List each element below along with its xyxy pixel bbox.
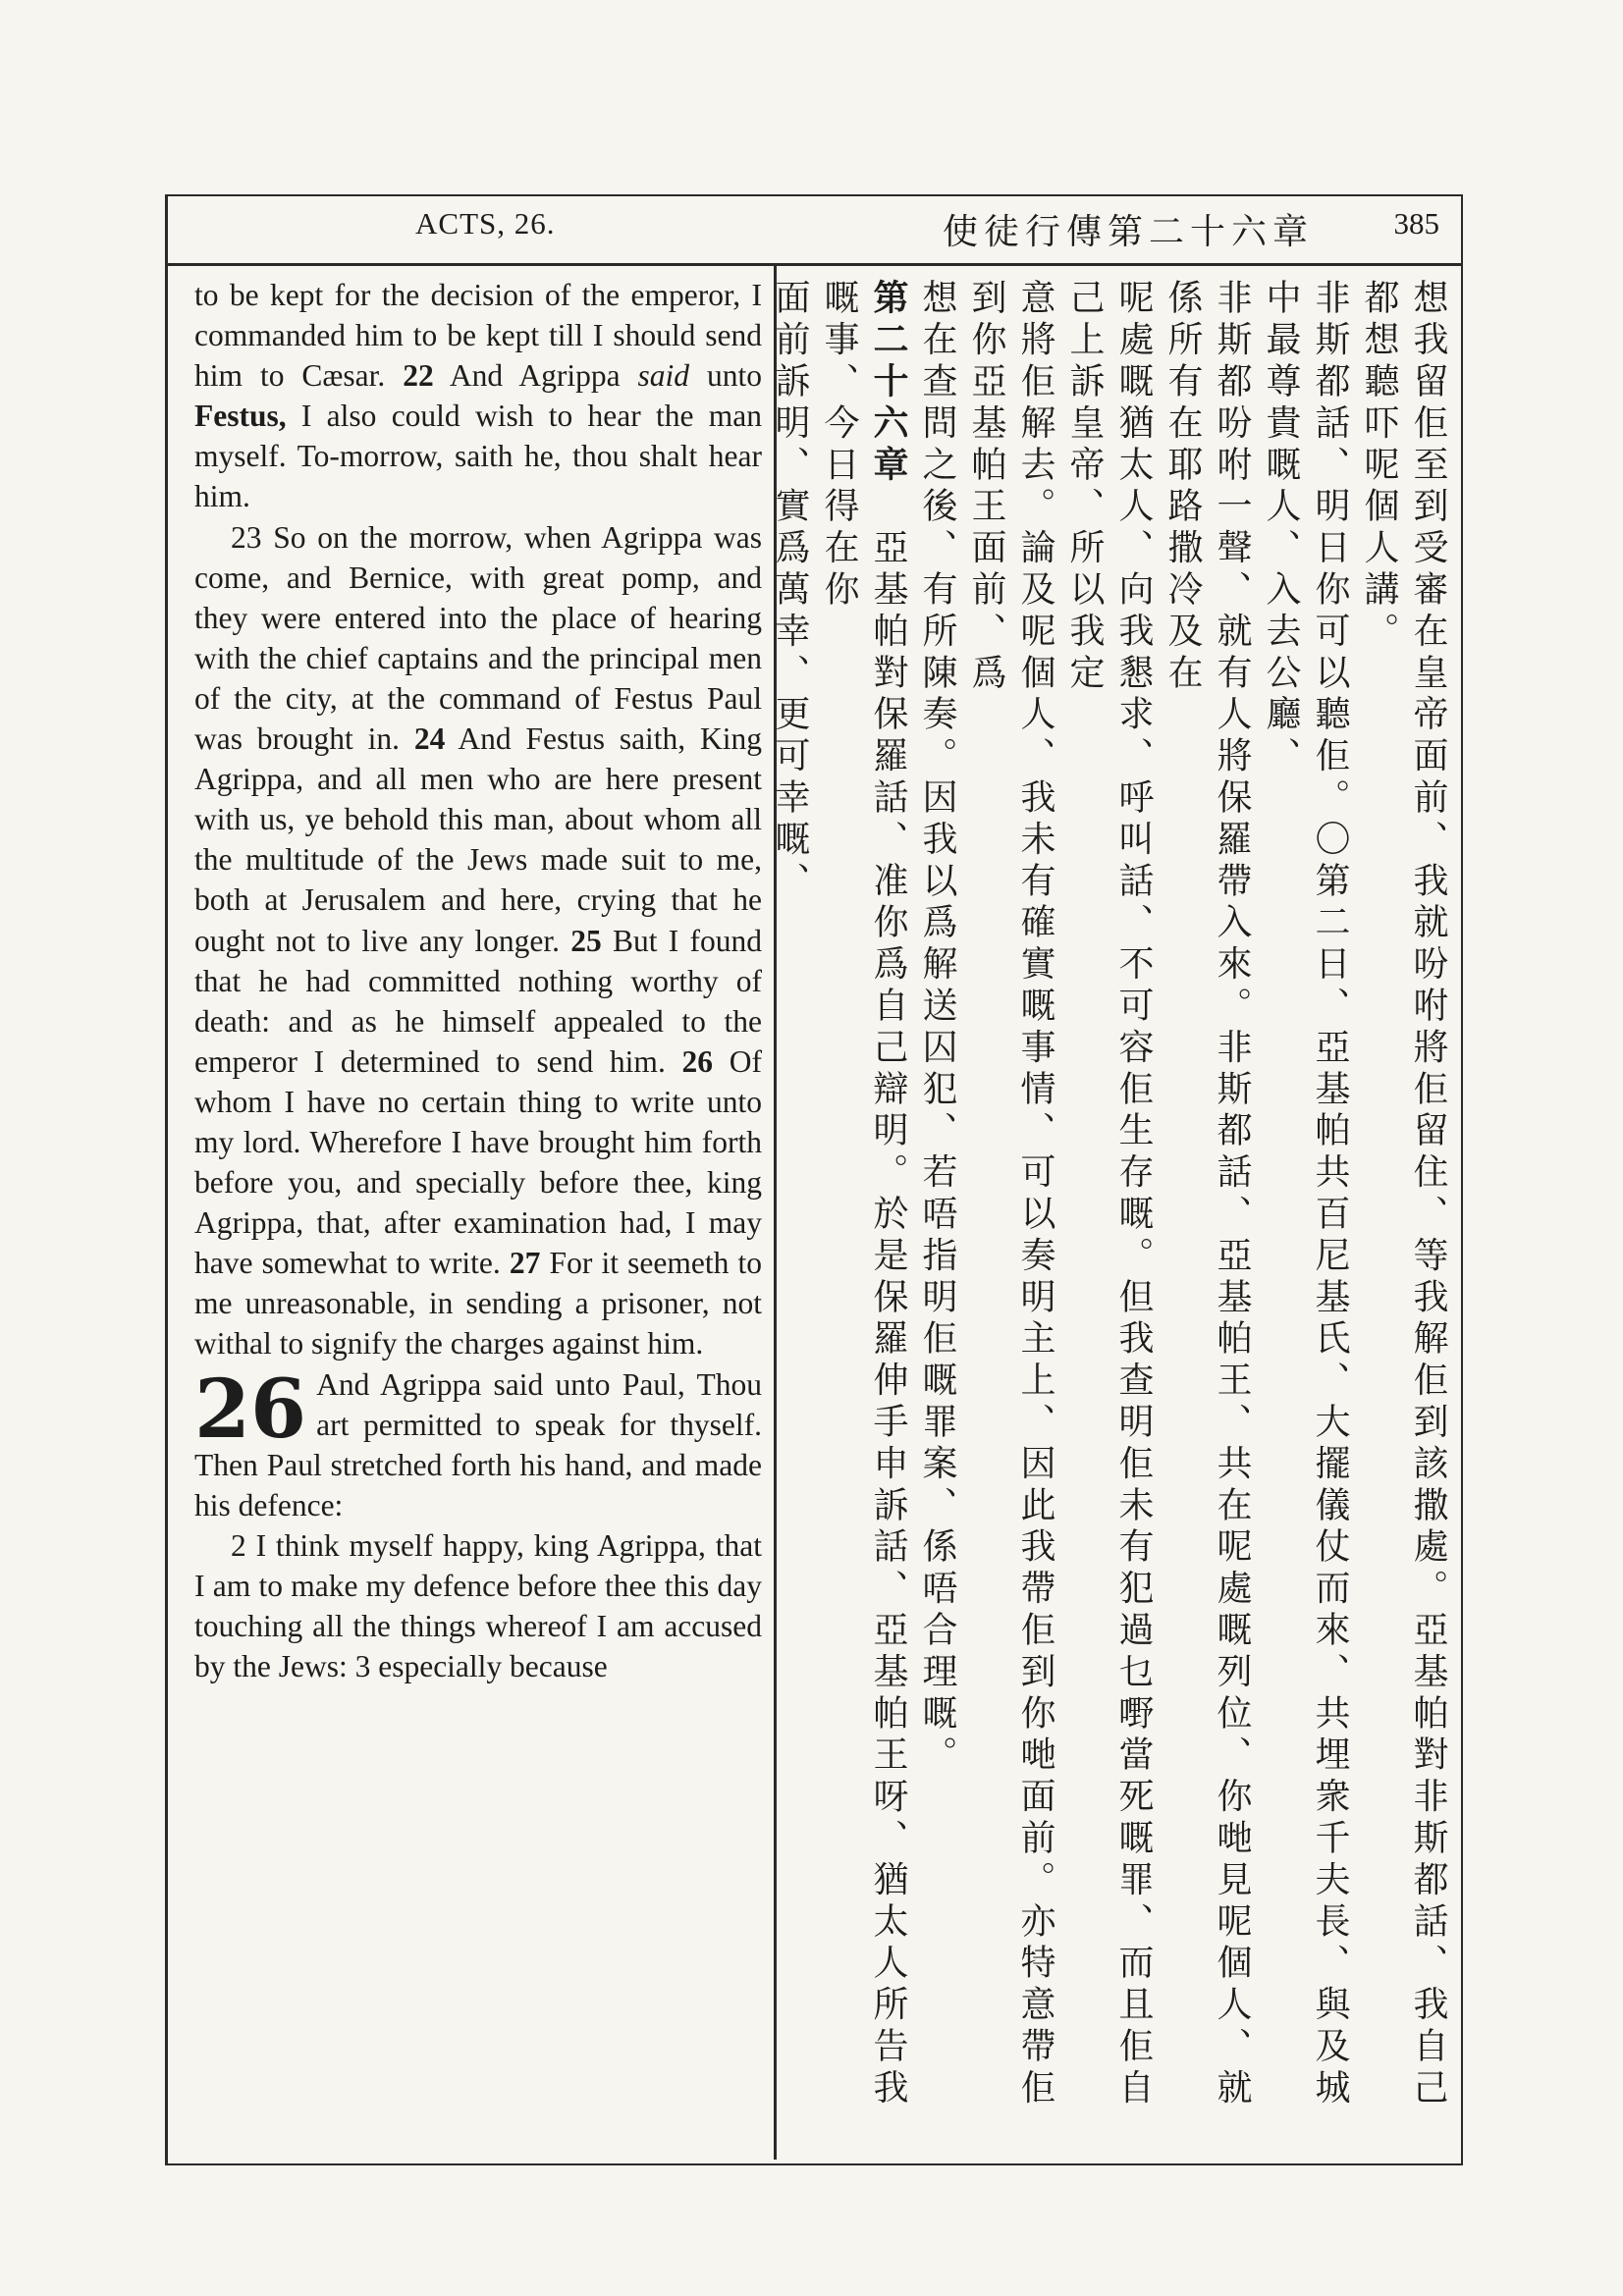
english-paragraph: 26 And Agrippa said unto Paul, Thou art permitted to speak for thyself. Then Paul stretched forth his hand, and made his defence:: [194, 1362, 762, 1522]
chinese-line: 想在查問之後、有所陳奏。因我以爲解送囚犯、若唔指明佢嘅罪案、係唔合理嘅。: [917, 279, 957, 1778]
chinese-line: 想我留佢至到受審在皇帝面前、我就吩咐將佢留住、等我解佢到該撒處。亞基帕對非斯都話、我自己都想聽吓呢個人講。: [1359, 279, 1448, 2110]
english-paragraph: 2 I think myself happy, king Agrippa, that I am to make my defence before thee this day touching all the things whereof I am accused by the Jews: 3 especially because: [194, 1527, 762, 1684]
chinese-line-chapter: 第二十六章 亞基帕對保羅話、准你爲自己辯明。於是保羅伸手申訴話、亞基帕王呀、猶太人所告我嘅事、今日得在你: [819, 279, 908, 2110]
chinese-line: 呢處嘅猶太人、向我懇求、呼叫話、不可容佢生存嘅。但我查明佢未有犯過乜嘢當死嘅罪、而且佢自己上訴皇帝、所以我定: [1064, 279, 1154, 2110]
verse-number: 26: [681, 1043, 714, 1079]
page-frame: [165, 194, 1463, 2165]
verse-number: 27: [509, 1246, 541, 1281]
running-title-english: ACTS, 26.: [415, 206, 556, 240]
english-paragraph: to be kept for the decision of the emperor, I commanded him to be kept till I should send him to Cæsar. 22 And Agrippa said unto Festus, I also could wish to hear the man myself. To-morrow, saith he, thou shalt hear him.: [194, 278, 762, 514]
chapter-number: 26: [194, 1362, 307, 1457]
chinese-line: 面前訴明、實爲萬幸、更可幸嘅、: [770, 279, 810, 903]
chinese-line: 意將佢解去。論及呢個人、我未有確實嘅事情、可以奏明主上、因此我帶佢到你哋面前。亦特意帶佢到你亞基帕王面前、爲: [966, 279, 1055, 2110]
english-paragraph: 23 So on the morrow, when Agrippa was come, and Bernice, with great pomp, and they were entered into the place of hearing with the chief captains and the principal men of the city, at the command of Festus Paul was brought in. 24 And Festus saith, King Agrippa, and all men who are here present with us, ye behold this man, about whom all the multitude of the Jews made suit to me, both at Jerusalem and here, crying that he ought not to live any longer. 25 But I found that he had committed nothing worthy of death: and as he himself appealed to the emperor I determined to send him. 26 Of whom I have no certain thing to write unto my lord. Wherefore I have brought him forth before you, and specially before thee, king Agrippa, that, after examination had, I may have somewhat to write. 27 For it seemeth to me unreasonable, in sending a prisoner, not withal to signify the charges against him.: [194, 519, 763, 1362]
running-title-chinese: 使徒行傳第二十六章: [942, 212, 1314, 252]
chapter-heading: 第二十六章: [868, 279, 908, 487]
chinese-text-column: [770, 279, 1452, 2139]
verse-number: 24: [413, 721, 446, 757]
chinese-line: 非斯都吩咐一聲、就有人將保羅帶入來。非斯都話、亞基帕王、共在呢處嘅列位、你哋見呢個人、就係所有在耶路撒冷及在: [1163, 279, 1252, 2110]
running-header: [168, 196, 1461, 266]
verse-number: 22: [403, 358, 434, 394]
english-text-column: [194, 275, 762, 1686]
page-number: 385: [1393, 206, 1439, 240]
verse-number: 25: [570, 923, 602, 958]
chinese-line: 非斯都話、明日你可以聽佢。〇第二日、亞基帕共百尼基氏、大擺儀仗而來、共埋衆千夫長、與及城中最尊貴嘅人、入去公廳、: [1261, 279, 1350, 2110]
